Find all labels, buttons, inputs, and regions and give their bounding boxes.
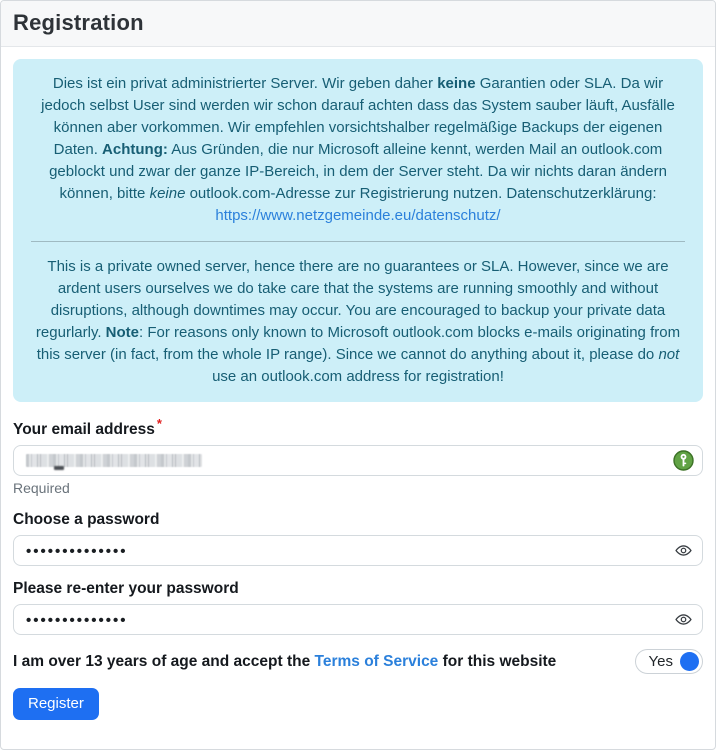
keepassxc-icon[interactable] (672, 450, 694, 472)
datenschutz-link[interactable]: https://www.netzgemeinde.eu/datenschutz/ (215, 207, 501, 224)
password-confirm-masked-value: •••••••••••••• (26, 612, 128, 630)
notice-divider (31, 241, 685, 242)
password-label: Choose a password (13, 511, 160, 529)
notice-german-paragraph: Dies ist ein privat administrierter Server. Wir geben daher keine Garantien oder SLA. Da wir jedoch selbst User sind werden wir schon darauf achten dass das System sauber läuft, Ausfälle können aber vorkommen. Wir empfehlen vorsichtshalber regelmäßige Backups der eigenen Daten. Achtung: Aus Gründen, die nur Microsoft alleine kennt, werden Mail an outlook.com geblockt und zwar der ganze IP-Bereich, in dem der Server steht. Da wir nichts daran ändern können, bitte keine outlook.com-Adresse zur Registrierung nutzen. Datenschutzerklärung: https://www.netzgemeinde.eu/datenschutz/ (41, 75, 675, 224)
eye-icon[interactable] (672, 540, 694, 562)
register-button[interactable]: Register (13, 688, 99, 720)
server-notice-box (13, 59, 703, 402)
email-input[interactable] (13, 445, 703, 476)
required-asterisk: * (156, 416, 162, 431)
password-confirm-input[interactable] (13, 604, 703, 635)
card-header (1, 1, 715, 47)
eye-icon[interactable] (672, 609, 694, 631)
email-required-hint: Required (13, 480, 70, 497)
password-input[interactable] (13, 535, 703, 566)
toggle-knob (680, 652, 699, 671)
email-label: Your email address * (13, 416, 162, 439)
agreement-row (13, 649, 703, 674)
terms-of-service-link[interactable]: Terms of Service (314, 652, 439, 670)
age-agreement-toggle[interactable] (635, 649, 703, 674)
password-masked-value: •••••••••••••• (26, 543, 128, 561)
notice-english-paragraph: This is a private owned server, hence there are no guarantees or SLA. However, since we are ardent users ourselves we do take care that the systems are running smoothly and without disruptions, although downtimes may occur. You are encouraged to backup your private data regurlarly. Note: For reasons only known to Microsoft outlook.com blocks e-mails originating from this server (in fact, from the whole IP range). Since we cannot do anything about it, please do not use an outlook.com address for registration! (35, 258, 681, 385)
email-redacted-value (26, 454, 202, 467)
page-title: Registration (13, 10, 144, 35)
password-confirm-label: Please re-enter your password (13, 580, 239, 598)
toggle-label: Yes (648, 653, 673, 671)
agreement-text: I am over 13 years of age and accept the Terms of Service for this website (13, 652, 557, 670)
card-body (1, 47, 715, 732)
